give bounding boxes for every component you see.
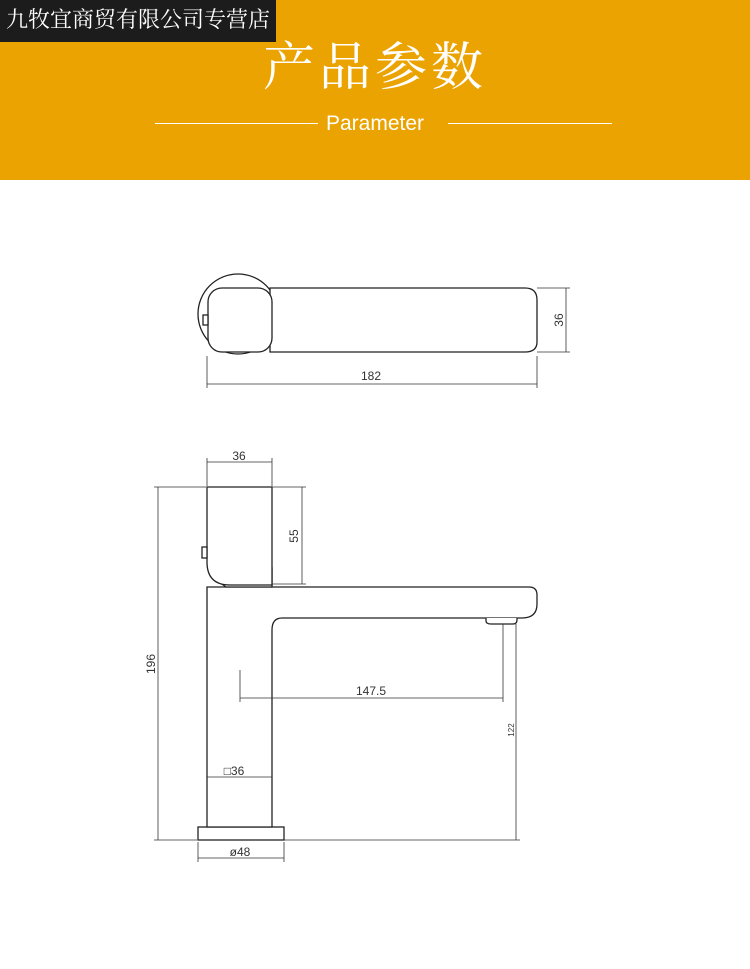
handle-height-label: 55	[287, 529, 301, 543]
top-view-length-label: 182	[360, 369, 382, 383]
top-view-spout-body	[270, 288, 537, 352]
side-view-aerator	[486, 618, 517, 624]
base-diameter-label: ø48	[229, 845, 251, 859]
top-view-handle-lever	[208, 288, 272, 352]
side-view-handle	[207, 487, 272, 585]
page-subtitle: Parameter	[325, 112, 425, 135]
page-title: 产品参数	[262, 38, 487, 98]
total-height-label: 196	[144, 653, 158, 675]
body-square-label: □36	[223, 764, 245, 778]
top-view	[198, 274, 537, 354]
side-view-button	[202, 547, 207, 558]
spout-reach-label: 147.5	[355, 684, 387, 698]
handle-width-label: 36	[232, 449, 246, 463]
spout-height-label: 122	[507, 723, 516, 737]
side-view	[198, 487, 537, 840]
top-view-height-label: 36	[552, 313, 566, 327]
side-view-base	[198, 827, 284, 840]
shop-name-tag: 九牧宜商贸有限公司专营店	[0, 0, 276, 42]
top-view-button	[203, 315, 208, 325]
